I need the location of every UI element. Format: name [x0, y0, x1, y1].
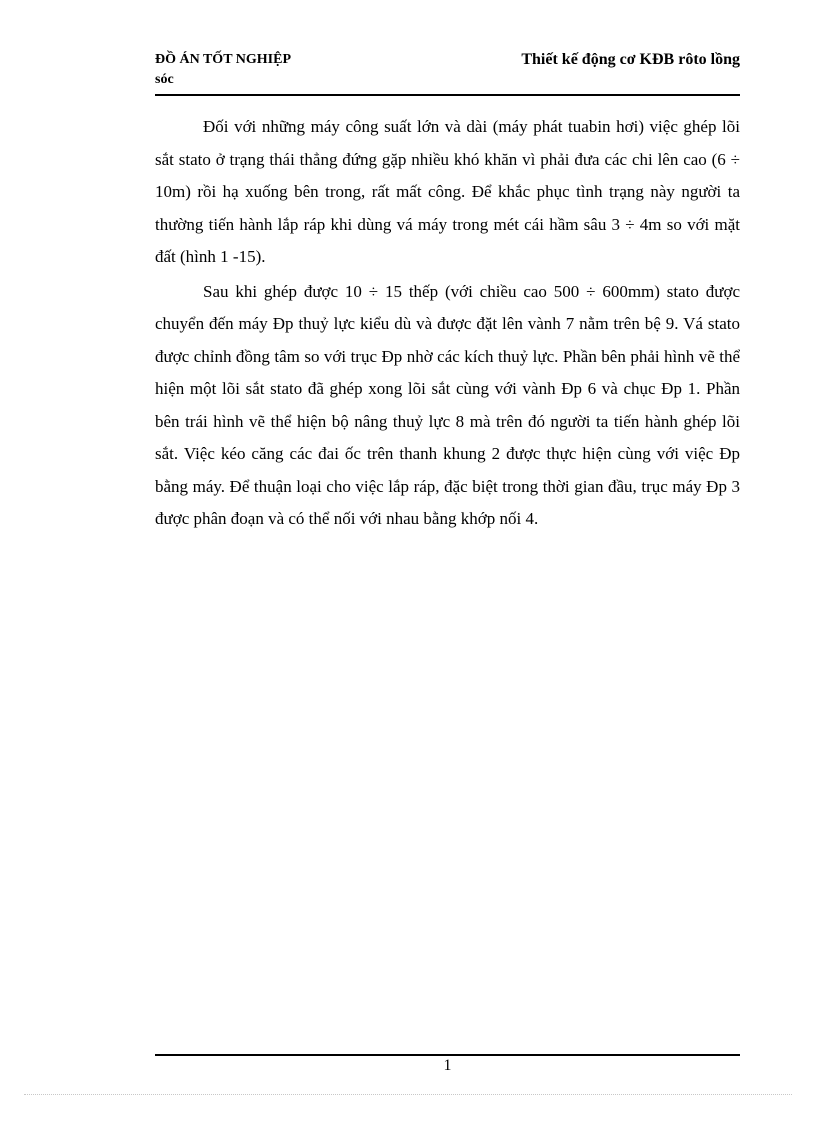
- header-left-block: [155, 50, 355, 90]
- body-paragraph: Đối với những máy công suất lớn và dài (máy phát tuabin hơi) việc ghép lõi sắt stato ở trạng thái thẳng đứng gặp nhiều khó khăn vì phải đưa các chi lên cao (6 ÷ 10m) rồi hạ xuống bên trong, rất mất công. Để khắc phục tình trạng này người ta thường tiến hành lắp ráp khi dùng vá máy trong mét cái hầm sâu 3 ÷ 4m so với mặt đất (hình 1 -15).: [155, 117, 740, 266]
- page-header: [155, 50, 740, 94]
- body-paragraph: Sau khi ghép được 10 ÷ 15 thếp (với chiều cao 500 ÷ 600mm) stato được chuyển đến máy Đp thuỷ lực kiểu dù và được đặt lên vành 7 nằm trên bệ 9. Vá stato được chỉnh đồng tâm so với trục Đp nhờ các kích thuỷ lực. Phần bên phải hình vẽ thể hiện một lõi sắt stato đã ghép xong lõi sắt cùng với vành Đp 6 và chục Đp 1. Phần bên trái hình vẽ thể hiện bộ nâng thuỷ lực 8 mà trên đó người ta tiến hành ghép lõi sắt. Việc kéo căng các đai ốc trên thanh khung 2 được thực hiện cùng với việc Đp bằng máy. Để thuận loại cho việc lắp ráp, đặc biệt trong thời gian đầu, trục máy Đp 3 được phân đoạn và có thể nối với nhau bằng khớp nối 4.: [155, 281, 740, 528]
- body-content: [155, 111, 740, 538]
- header-left-line2: sóc: [155, 72, 174, 87]
- page-edge-divider: [24, 1094, 792, 1095]
- header-title: Thiết kế động cơ KĐB rôto lồng: [521, 51, 740, 68]
- header-left-line1: ĐỒ ÁN TỐT NGHIỆP: [155, 52, 292, 67]
- page-number: 1: [443, 1057, 452, 1074]
- header-divider: [155, 94, 740, 96]
